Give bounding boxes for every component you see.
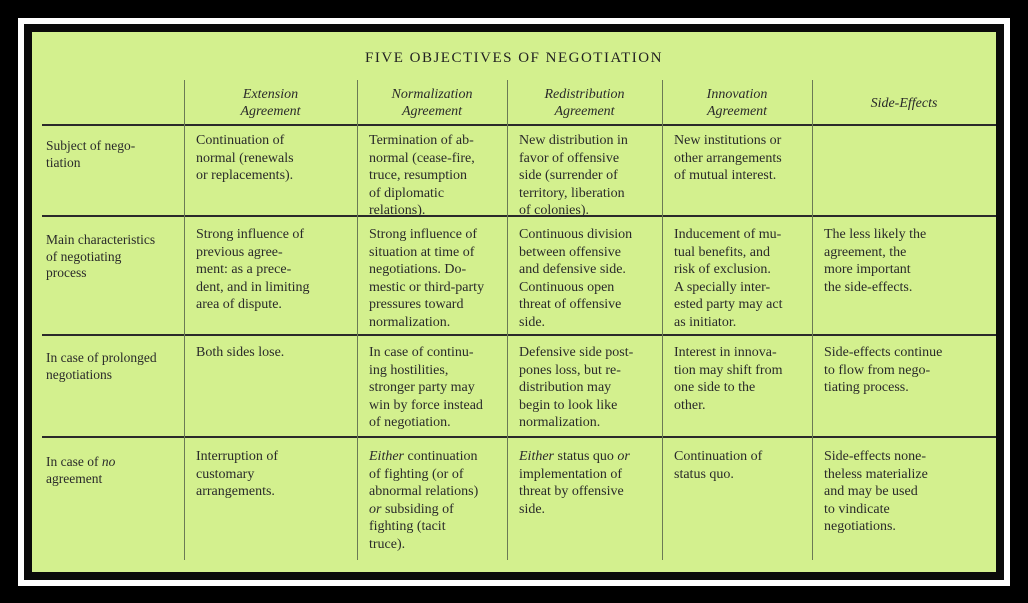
table-cell: Both sides lose. — [196, 345, 285, 360]
table-cell: Defensive side post- pones loss, but re- distribution may begin to look like normalization. — [519, 345, 634, 430]
table-cell: Side-effects none- theless materialize and may be used to vindicate negotiations. — [824, 449, 928, 534]
row-label: Main characteristics of negotiating process — [46, 232, 156, 280]
column-header-line: Agreement — [401, 104, 463, 119]
table-cell: Inducement of mu- tual benefits, and risk of exclusion. A specially inter- ested party may act as initiator. — [674, 227, 783, 330]
table-cell: New distribution in favor of offensive side (surrender of territory, liberation of colonies). — [519, 133, 628, 218]
column-header — [357, 86, 507, 120]
table-cell: Continuous division between offensive and defensive side. Continuous open threat of offensive side. — [519, 227, 633, 330]
column-header-line: Agreement — [240, 104, 301, 119]
column-header — [812, 95, 996, 112]
column-divider — [812, 80, 813, 560]
table-cell: Interest in innova- tion may shift from one side to the other. — [674, 345, 783, 413]
column-header — [507, 86, 662, 120]
table-cell: The less likely the agreement, the more important the side-effects. — [824, 227, 927, 295]
column-header — [662, 86, 812, 120]
scanned-table-page — [32, 32, 996, 572]
row-divider — [42, 124, 996, 126]
table-cell: Continuation of status quo. — [674, 449, 763, 482]
column-header — [184, 86, 357, 120]
column-header-line: Innovation — [706, 87, 768, 102]
column-header-line: Redistribution — [544, 87, 625, 102]
row-label: In case of prolonged negotiations — [46, 350, 157, 382]
row-label: Subject of nego- tiation — [46, 138, 136, 170]
table-cell: Either status quo or implementation of threat by offensive side. — [519, 449, 630, 517]
table-cell: Strong influence of situation at time of negotiations. Do- mestic or third-party pressures toward normalization. — [369, 227, 485, 330]
table-cell: Side-effects continue to flow from nego- tiating process. — [824, 345, 943, 395]
column-divider — [662, 80, 663, 560]
row-divider — [42, 436, 996, 438]
column-header-line: Agreement — [554, 104, 615, 119]
table-cell: In case of continu- ing hostilities, stronger party may win by force instead of negotiation. — [369, 345, 483, 430]
column-header-line: Extension — [242, 87, 299, 102]
row-divider — [42, 334, 996, 336]
row-label: In case of no agreement — [46, 454, 116, 486]
column-divider — [507, 80, 508, 560]
column-header-line: Side-Effects — [870, 96, 938, 111]
column-header-line: Normalization — [391, 87, 473, 102]
column-header-line: Agreement — [706, 104, 768, 119]
column-divider — [357, 80, 358, 560]
table-cell: Termination of ab- normal (cease-fire, truce, resumption of diplomatic relations). — [369, 133, 475, 218]
table-cell: Continuation of normal (renewals or replacements). — [196, 133, 294, 183]
table-title: FIVE OBJECTIVES OF NEGOTIATION — [365, 50, 663, 66]
table-cell: Either continuation of fighting (or of abnormal relations) or subsiding of fighting (tacit truce). — [369, 449, 479, 552]
table-cell: New institutions or other arrangements of mutual interest. — [674, 133, 782, 183]
column-divider — [184, 80, 185, 560]
table-cell: Strong influence of previous agree- ment: as a prece- dent, and in limiting area of dispute. — [196, 227, 310, 312]
table-cell: Interruption of customary arrangements. — [196, 449, 279, 499]
